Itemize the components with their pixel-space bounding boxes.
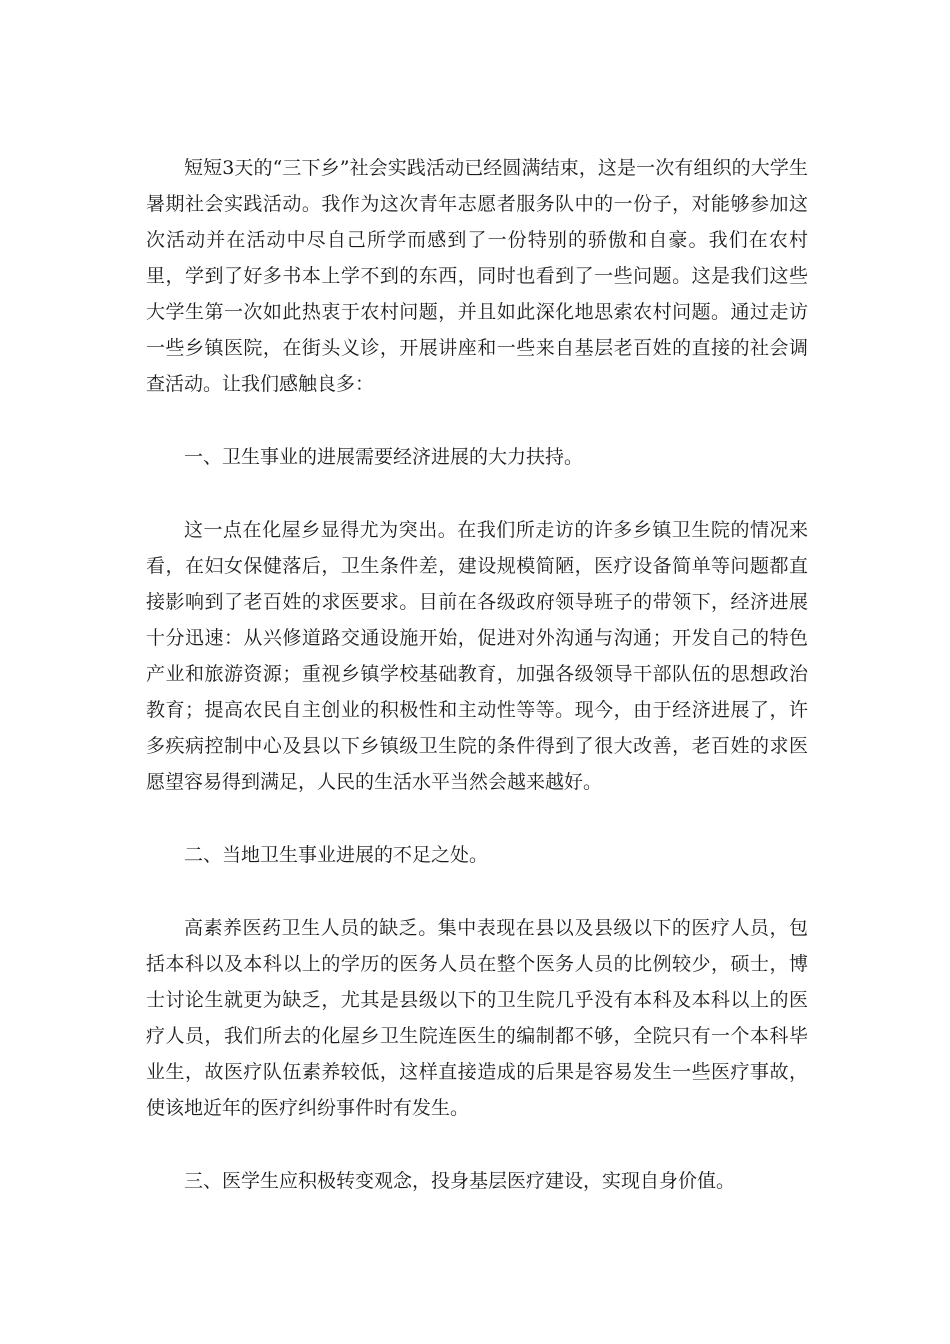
section-1-paragraph: 这一点在化屋乡显得尤为突出。在我们所走访的许多乡镇卫生院的情况来看，在妇女保健落后，卫生条件差，建设规模简陋，医疗设备简单等问题都直接影响到了老百姓的求医要求。目前在各级政府领导班子的带领下，经济进展十分迅速：从兴修道路交通设施开始，促进对外沟通与沟通；开发自己的特色产业和旅游资源；重视乡镇学校基础教育，加强各级领导干部队伍的思想政治教育；提高农民自主创业的积极性和主动性等等。现今，由于经济进展了，许多疾病控制中心及县以下乡镇级卫生院的条件得到了很大改善，老百姓的求医愿望容易得到满足，人民的生活水平当然会越来越好。 <box>146 519 808 793</box>
section-2-paragraph: 高素养医药卫生人员的缺乏。集中表现在县以及县级以下的医疗人员，包括本科以及本科以上的学历的医务人员在整个医务人员的比例较少，硕士，博士讨论生就更为缺乏，尤其是县级以下的卫生院几乎没有本科及本科以上的医疗人员，我们所去的化屋乡卫生院连医生的编制都不够，全院只有一个本科毕业生，故医疗队伍素养较低，这样直接造成的后果是容易发生一些医疗事故，使该地近年的医疗纠纷事件时有发生。 <box>146 917 808 1119</box>
document-body <box>146 150 808 1236</box>
section-heading-1: 一、卫生事业的进展需要经济进展的大力扶持。 <box>184 446 584 468</box>
section-heading-2: 二、当地卫生事业进展的不足之处。 <box>184 844 489 866</box>
intro-paragraph: 短短3天的“三下乡”社会实践活动已经圆满结束，这是一次有组织的大学生暑期社会实践活动。我作为这次青年志愿者服务队中的一份子，对能够参加这次活动并在活动中尽自己所学而感到了一份特别的骄傲和自豪。我们在农村里，学到了好多书本上学不到的东西，同时也看到了一些问题。这是我们这些大学生第一次如此热衷于农村问题，并且如此深化地思索农村问题。通过走访一些乡镇医院，在街头义诊，开展讲座和一些来自基层老百姓的直接的社会调查活动。让我们感触良多： <box>146 157 808 395</box>
section-heading-3: 三、医学生应积极转变观念，投身基层医疗建设，实现自身价值。 <box>184 1170 736 1192</box>
